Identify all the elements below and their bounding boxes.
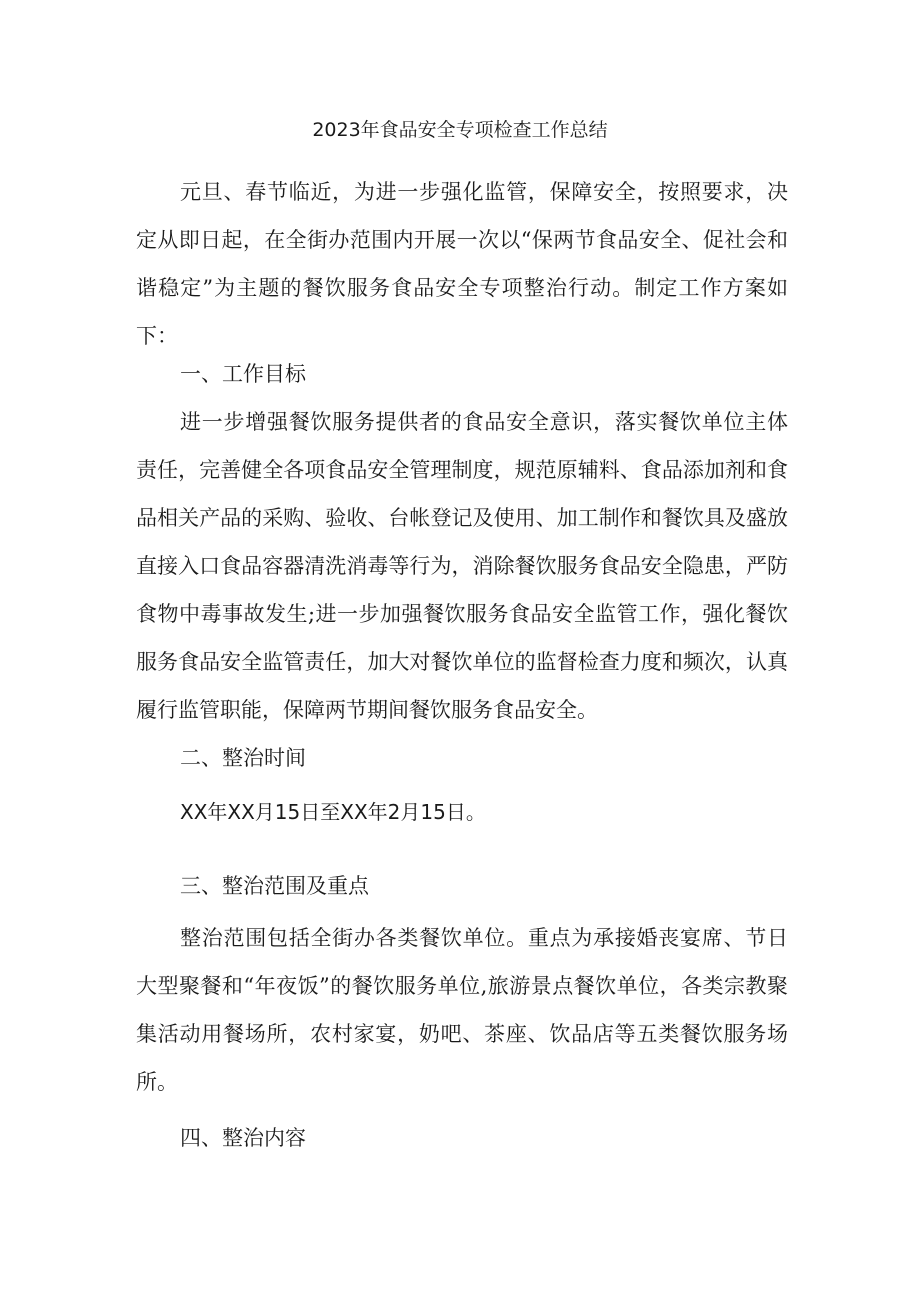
section-2-heading: 二、整治时间 [180,746,306,770]
intro-paragraph: 元旦、春节临近，为进一步强化监管，保障安全，按照要求，决定从即日起，在全街办范围内开展一次以“保两节食品安全、促社会和谐稳定”为主题的餐饮服务食品安全专项整治行动。制定工作方案如下： [136,180,788,348]
section-3-heading: 三、整治范围及重点 [180,874,369,898]
section-2-body: XX年XX月15日至XX年2月15日。 [180,800,486,824]
section-4-heading: 四、整治内容 [180,1126,306,1150]
document-title: 2023年食品安全专项检查工作总结 [312,119,608,141]
section-1-heading: 一、工作目标 [180,362,306,386]
section-3-body: 整治范围包括全街办各类餐饮单位。重点为承接婚丧宴席、节日大型聚餐和“年夜饭”的餐饮服务单位,旅游景点餐饮单位，各类宗教聚集活动用餐场所，农村家宴，奶吧、茶座、饮品店等五类餐饮服务场所。 [136,926,788,1094]
section-1-body: 进一步增强餐饮服务提供者的食品安全意识，落实餐饮单位主体责任，完善健全各项食品安全管理制度，规范原辅料、食品添加剂和食品相关产品的采购、验收、台帐登记及使用、加工制作和餐饮具及盛放直接入口食品容器清洗消毒等行为，消除餐饮服务食品安全隐患，严防食物中毒事故发生;进一步加强餐饮服务食品安全监管工作，强化餐饮服务食品安全监管责任，加大对餐饮单位的监督检查力度和频次，认真履行监管职能，保障两节期间餐饮服务食品安全。 [136,410,788,722]
